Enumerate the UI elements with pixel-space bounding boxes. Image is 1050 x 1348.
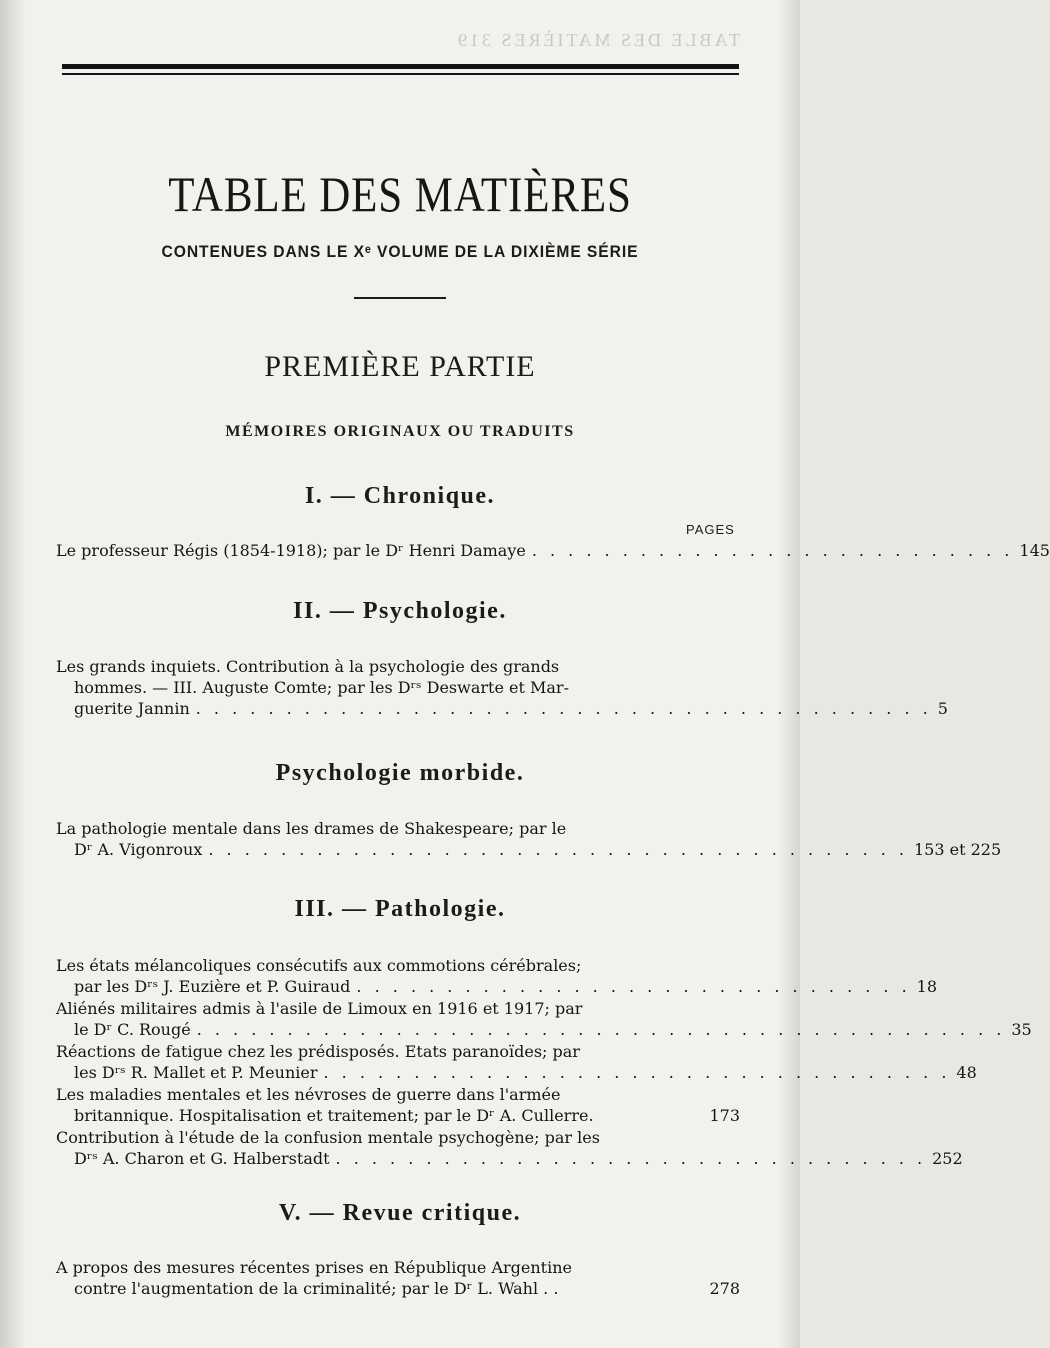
entry-title-line: Dʳˢ A. Charon et G. Halberstadt [74,1149,330,1168]
part-subtitle: MÉMOIRES ORIGINAUX OU TRADUITS [225,423,575,440]
leader-dots: . . . . . . . . . . . . . . . . . . . . . . . . . . . . . . . . . . . [323,1063,951,1082]
entry-title-line: Les grands inquiets. Contribution à la psychologie des grands [56,657,560,676]
entry-page-number: 48 [956,1063,977,1082]
entry-title-line: Aliénés militaires admis à l'asile de Limoux en 1916 et 1917; par [56,999,583,1018]
page-edge-shadow [778,0,800,1348]
leader-dots: . . . . . . . . . . . . . . . . . . . . . . . . . . . [531,541,1014,560]
leader-dots: . . . . . . . . . . . . . . . . . . . . . . . . . . . . . . . . . . . . . . . . . . . . . [196,1020,1006,1039]
entry-page-number: 278 [709,1279,740,1298]
leader-dots: . . . . . . . . . . . . . . . . . . . . . . . . . . . . . . . [356,977,911,996]
entry-title-line: contre l'augmentation de la criminalité; par le Dʳ L. Wahl . . [74,1279,559,1298]
entry-title-line: guerite Jannin [74,699,190,718]
section-heading-revue-critique: V. — Revue critique. [278,1200,522,1226]
top-rule-thin [62,73,739,75]
entry-title-line: A propos des mesures récentes prises en République Argentine [56,1258,572,1277]
toc-entry[interactable] [56,540,1050,561]
section-heading-psychologie-morbide: Psychologie morbide. [275,760,525,786]
toc-entry[interactable] [56,1127,963,1169]
toc-entry[interactable] [56,955,938,997]
entry-page-number: 18 [916,977,938,996]
entry-title-line: britannique. Hospitalisation et traitement; par le Dʳ A. Cullerre. [74,1106,594,1125]
toc-entry[interactable] [56,998,1032,1040]
page-title: TABLE DES MATIÈRES [168,166,632,222]
entry-title-line: La pathologie mentale dans les drames de Shakespeare; par le [56,819,567,838]
entry-page-number: 35 [1011,1020,1032,1039]
pages-column-label: PAGES [686,522,735,537]
page-gutter-shadow [0,0,26,1348]
entry-title-line: Dʳ A. Vigonroux [74,840,203,859]
section-heading-psychologie: II. — Psychologie. [293,598,507,624]
page-subtitle: CONTENUES DANS LE Xᵉ VOLUME DE LA DIXIÈME SÉRIE [161,242,639,261]
entry-page-number: 252 [932,1149,963,1168]
entry-page-number: 145 [1019,541,1050,560]
entry-title-line: Contribution à l'étude de la confusion mentale psychogène; par les [56,1128,600,1147]
section-heading-pathologie: III. — Pathologie. [294,896,506,922]
toc-entry[interactable] [56,1041,977,1083]
toc-entry[interactable] [56,656,948,719]
mirrored-running-head: TABLE DES MATIÈRES 319 [454,30,740,50]
entry-title-line: hommes. — III. Auguste Comte; par les Dʳˢ Deswarte et Mar- [74,678,569,697]
entry-title-line: Les maladies mentales et les névroses de guerre dans l'armée [56,1085,561,1104]
entry-page-number: 153 et 225 [914,840,1002,859]
toc-entry[interactable] [56,1257,740,1299]
toc-entry[interactable] [56,1084,740,1126]
entry-title-line: les Dʳˢ R. Mallet et P. Meunier [74,1063,318,1082]
entry-page-number: 173 [709,1106,740,1125]
section-heading-chronique: I. — Chronique. [304,483,496,509]
top-rule-thick [62,64,739,69]
title-divider [354,297,446,299]
leader-dots: . . . . . . . . . . . . . . . . . . . . . . . . . . . . . . . . . [335,1149,927,1168]
entry-title-line: le Dʳ C. Rougé [74,1020,191,1039]
entry-title-line: Les états mélancoliques consécutifs aux commotions cérébrales; [56,956,582,975]
leader-dots: . . . . . . . . . . . . . . . . . . . . . . . . . . . . . . . . . . . . . . . [208,840,908,859]
leader-dots: . . . . . . . . . . . . . . . . . . . . . . . . . . . . . . . . . . . . . . . . . [195,699,932,718]
part-title: PREMIÈRE PARTIE [264,350,536,383]
entry-title-line: Réactions de fatigue chez les prédisposés. Etats paranoïdes; par [56,1042,580,1061]
toc-entry[interactable] [56,818,1002,860]
entry-page-number: 5 [937,699,948,718]
entry-title-line: par les Dʳˢ J. Euzière et P. Guiraud [74,977,351,996]
entry-title-line: Le professeur Régis (1854-1918); par le Dʳ Henri Damaye [56,541,526,560]
